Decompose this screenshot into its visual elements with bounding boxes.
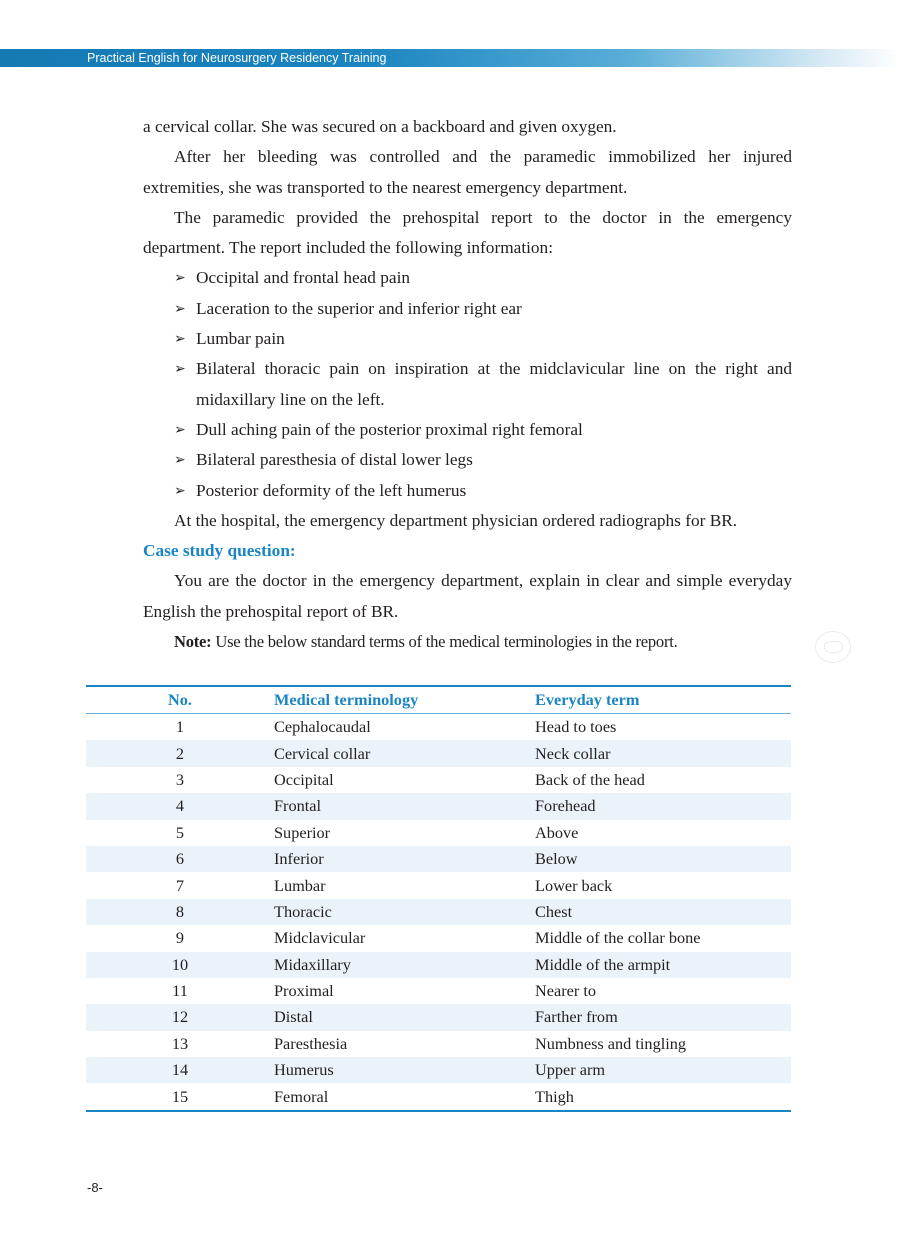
table-header-row xyxy=(86,686,791,714)
cell-everyday-term: Middle of the collar bone xyxy=(535,928,701,948)
cell-medical-term: Thoracic xyxy=(274,899,535,925)
cell-everyday-term: Above xyxy=(535,822,579,842)
cell-everyday-term: Head to toes xyxy=(535,717,617,737)
table-row xyxy=(86,1031,791,1057)
cell-medical-term: Cervical collar xyxy=(274,740,535,766)
table-row xyxy=(86,793,791,819)
cell-medical-term: Paresthesia xyxy=(274,1033,348,1053)
note-text: Use the below standard terms of the medical terminologies in the report. xyxy=(211,632,678,652)
column-header-everyday-term: Everyday term xyxy=(535,686,791,714)
cell-everyday-term: Middle of the armpit xyxy=(535,952,791,978)
table-row xyxy=(86,1057,791,1083)
table-row xyxy=(86,846,791,872)
list-item-text: Lumbar pain xyxy=(196,329,285,349)
cell-everyday-term: Below xyxy=(535,846,791,872)
arrow-bullet-icon: ➢ xyxy=(174,421,186,438)
list-item-text: Bilateral thoracic pain on inspiration at the midclavicular line on the right and midaxillary line on the left. xyxy=(196,359,792,409)
note-label: Note: xyxy=(174,632,212,652)
cell-everyday-term: Numbness and tingling xyxy=(535,1033,687,1053)
paragraph: After her bleeding was controlled and the paramedic immobilized her injured extremities, she was transported to the nearest emergency department. xyxy=(143,147,792,197)
cell-everyday-term: Farther from xyxy=(535,1004,791,1030)
cell-no: 14 xyxy=(86,1057,274,1083)
list-item-text: Dull aching pain of the posterior proximal right femoral xyxy=(196,419,583,439)
publisher-logo-watermark xyxy=(815,631,851,663)
cell-no: 13 xyxy=(171,1033,189,1053)
cell-no: 10 xyxy=(86,952,274,978)
cell-medical-term: Lumbar xyxy=(274,875,326,895)
note xyxy=(143,627,792,657)
cell-no: 8 xyxy=(86,899,274,925)
cell-medical-term: Superior xyxy=(274,822,331,842)
cell-no: 7 xyxy=(175,875,185,895)
table-row xyxy=(86,740,791,766)
cell-medical-term: Midclavicular xyxy=(274,928,366,948)
cell-no: 2 xyxy=(86,740,274,766)
table-row xyxy=(86,952,791,978)
cell-medical-term: Cephalocaudal xyxy=(274,717,371,737)
cell-medical-term: Inferior xyxy=(274,846,535,872)
paragraph: The paramedic provided the prehospital report to the doctor in the emergency department. The report included the following information: xyxy=(143,207,792,258)
table-row xyxy=(86,767,791,793)
list-item xyxy=(143,324,792,354)
table-row xyxy=(86,820,791,846)
arrow-bullet-icon: ➢ xyxy=(174,452,186,469)
arrow-bullet-icon: ➢ xyxy=(174,270,186,287)
cell-everyday-term: Thigh xyxy=(535,1086,574,1106)
paragraph: At the hospital, the emergency department physician ordered radiographs for BR. xyxy=(174,510,738,530)
cell-medical-term: Midaxillary xyxy=(274,952,535,978)
arrow-bullet-icon: ➢ xyxy=(174,361,186,378)
paragraph-continuation: a cervical collar. She was secured on a backboard and given oxygen. xyxy=(143,117,617,136)
cell-no: 5 xyxy=(175,822,185,842)
cell-no: 4 xyxy=(86,793,274,819)
table-row xyxy=(86,925,791,951)
table-row xyxy=(86,872,791,898)
list-item xyxy=(143,476,792,506)
cell-everyday-term: Upper arm xyxy=(535,1057,791,1083)
report-list xyxy=(143,263,792,505)
cell-no: 9 xyxy=(175,928,185,948)
arrow-bullet-icon: ➢ xyxy=(174,300,186,317)
cell-no: 15 xyxy=(171,1086,189,1106)
table-row xyxy=(86,714,791,741)
list-item-text: Bilateral paresthesia of distal lower legs xyxy=(196,450,473,470)
cell-everyday-term: Lower back xyxy=(535,875,613,895)
arrow-bullet-icon: ➢ xyxy=(174,482,186,499)
cell-everyday-term: Forehead xyxy=(535,793,791,819)
cell-no: 6 xyxy=(86,846,274,872)
book-title: Practical English for Neurosurgery Residency Training xyxy=(87,51,387,65)
list-item xyxy=(143,445,792,475)
table-row xyxy=(86,978,791,1004)
list-item-text: Laceration to the superior and inferior right ear xyxy=(196,298,522,318)
cell-everyday-term: Nearer to xyxy=(535,981,597,1001)
arrow-bullet-icon: ➢ xyxy=(174,331,186,348)
cell-no: 12 xyxy=(86,1004,274,1030)
list-item-text: Posterior deformity of the left humerus xyxy=(196,480,467,500)
page-number: -8- xyxy=(87,1180,103,1195)
list-item xyxy=(143,294,792,324)
cell-everyday-term: Back of the head xyxy=(535,769,645,789)
cell-no: 1 xyxy=(175,717,185,737)
cell-everyday-term: Chest xyxy=(535,899,791,925)
list-item-text: Occipital and frontal head pain xyxy=(196,268,411,288)
cell-everyday-term: Neck collar xyxy=(535,740,791,766)
cell-no: 3 xyxy=(175,769,185,789)
column-header-medical-terminology: Medical terminology xyxy=(274,686,535,714)
table-row xyxy=(86,899,791,925)
cell-no: 11 xyxy=(172,981,188,1001)
list-item xyxy=(143,263,792,293)
table-row xyxy=(86,1004,791,1030)
cell-medical-term: Distal xyxy=(274,1004,535,1030)
cell-medical-term: Frontal xyxy=(274,793,535,819)
section-heading: Case study question: xyxy=(143,541,296,561)
page-body xyxy=(143,112,792,657)
list-item xyxy=(143,354,792,415)
cell-medical-term: Femoral xyxy=(274,1086,329,1106)
running-header xyxy=(0,49,900,67)
case-question: You are the doctor in the emergency department, explain in clear and simple everyday English the prehospital report of BR. xyxy=(143,571,792,621)
terminology-table xyxy=(86,685,791,1112)
cell-medical-term: Humerus xyxy=(274,1057,535,1083)
list-item xyxy=(143,415,792,445)
table-row xyxy=(86,1083,791,1110)
cell-medical-term: Proximal xyxy=(274,981,334,1001)
cell-medical-term: Occipital xyxy=(274,769,334,789)
column-header-no: No. xyxy=(86,686,274,714)
